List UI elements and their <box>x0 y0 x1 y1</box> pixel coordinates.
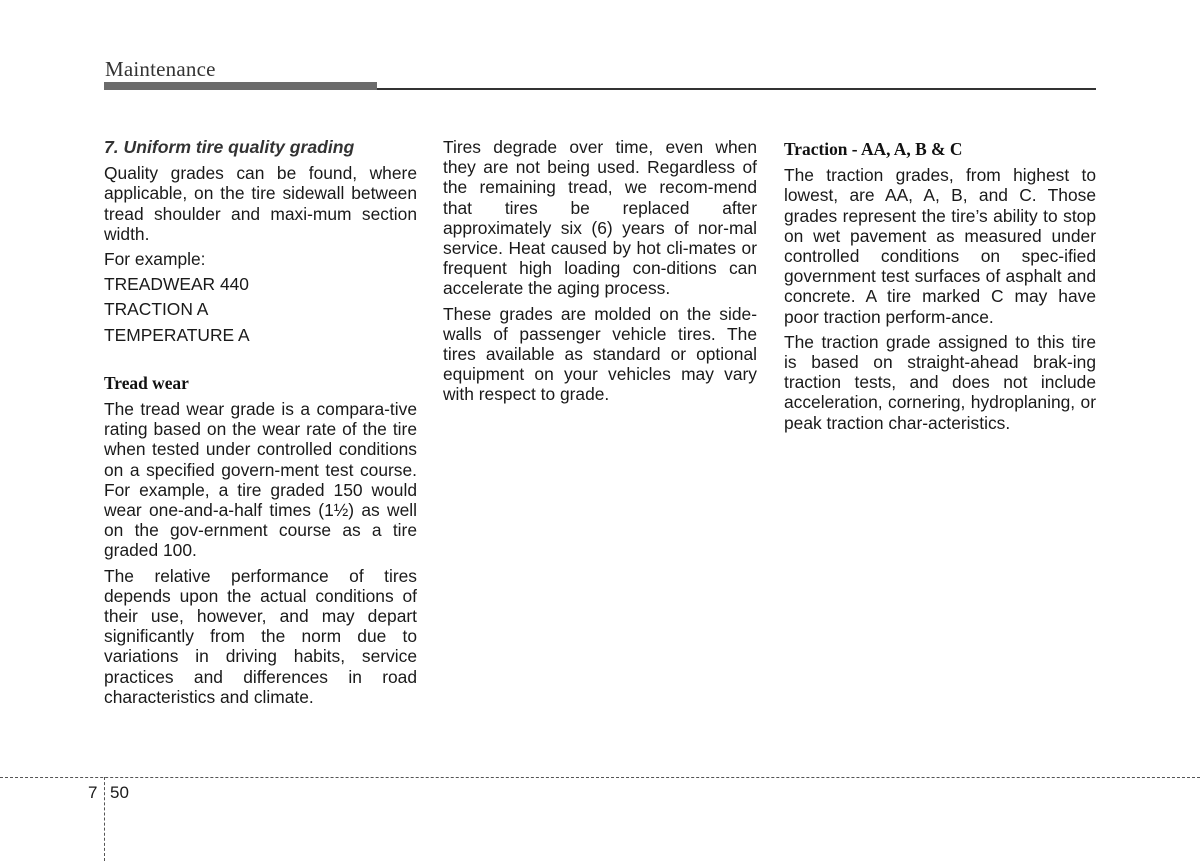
tire-degrade-paragraph: Tires degrade over time, even when they are not being used. Regardless of the remaining tread, we recom-mend that tires be replaced after approximately six (6) years of nor-mal service. Heat caused by hot cli-mates or frequent high loading con-ditions can accelerate the aging process. <box>443 137 757 299</box>
column-3 <box>784 137 1096 433</box>
tread-wear-paragraph: The relative performance of tires depends upon the actual conditions of their use, however, and may depart significantly from the norm due to variations in driving habits, service practices and differences in road characteristics and climate. <box>104 565 417 707</box>
tread-wear-heading: Tread wear <box>104 372 189 393</box>
example-line: TRACTION A <box>104 299 209 320</box>
header-rule-thin <box>377 88 1096 90</box>
column-2 <box>443 137 757 405</box>
footer-vertical-divider <box>104 777 105 861</box>
traction-paragraph: The traction grade assigned to this tire is based on straight-ahead brak-ing traction tests, and does not include acceleration, cornering, hydroplaning, or peak traction char-acteristics. <box>784 331 1096 433</box>
page-header-title: Maintenance <box>105 57 216 81</box>
intro-paragraph: Quality grades can be found, where applicable, on the tire sidewall between tread shoulder and maxi-mum section width. <box>104 163 417 244</box>
column-1 <box>104 137 417 707</box>
grades-molded-paragraph: These grades are molded on the side-walls of passenger vehicle tires. The tires available as standard or optional equipment on your vehicles may vary with respect to grade. <box>443 303 757 405</box>
chapter-number: 7 <box>88 783 98 802</box>
header-rule-thick <box>104 82 377 90</box>
page-number: 50 <box>110 783 129 802</box>
example-label: For example: <box>104 249 206 270</box>
section-title: 7. Uniform tire quality grading <box>104 137 355 157</box>
example-line: TREADWEAR 440 <box>104 274 249 295</box>
traction-paragraph: The traction grades, from highest to lowest, are AA, A, B, and C. Those grades represent the tire’s ability to stop on wet pavement as measured under controlled conditions on spec-ified government test surfaces of asphalt and concrete. A tire marked C may have poor traction perform-ance. <box>784 165 1096 327</box>
traction-heading: Traction - AA, A, B & C <box>784 139 963 159</box>
footer-divider <box>0 777 1200 778</box>
tread-wear-paragraph: The tread wear grade is a compara-tive rating based on the wear rate of the tire when tested under controlled conditions on a specified govern-ment test course. For example, a tire graded 150 would wear one-and-a-half times (1½) as well on the gov-ernment course as a tire graded 100. <box>104 399 417 561</box>
example-line: TEMPERATURE A <box>104 324 250 345</box>
